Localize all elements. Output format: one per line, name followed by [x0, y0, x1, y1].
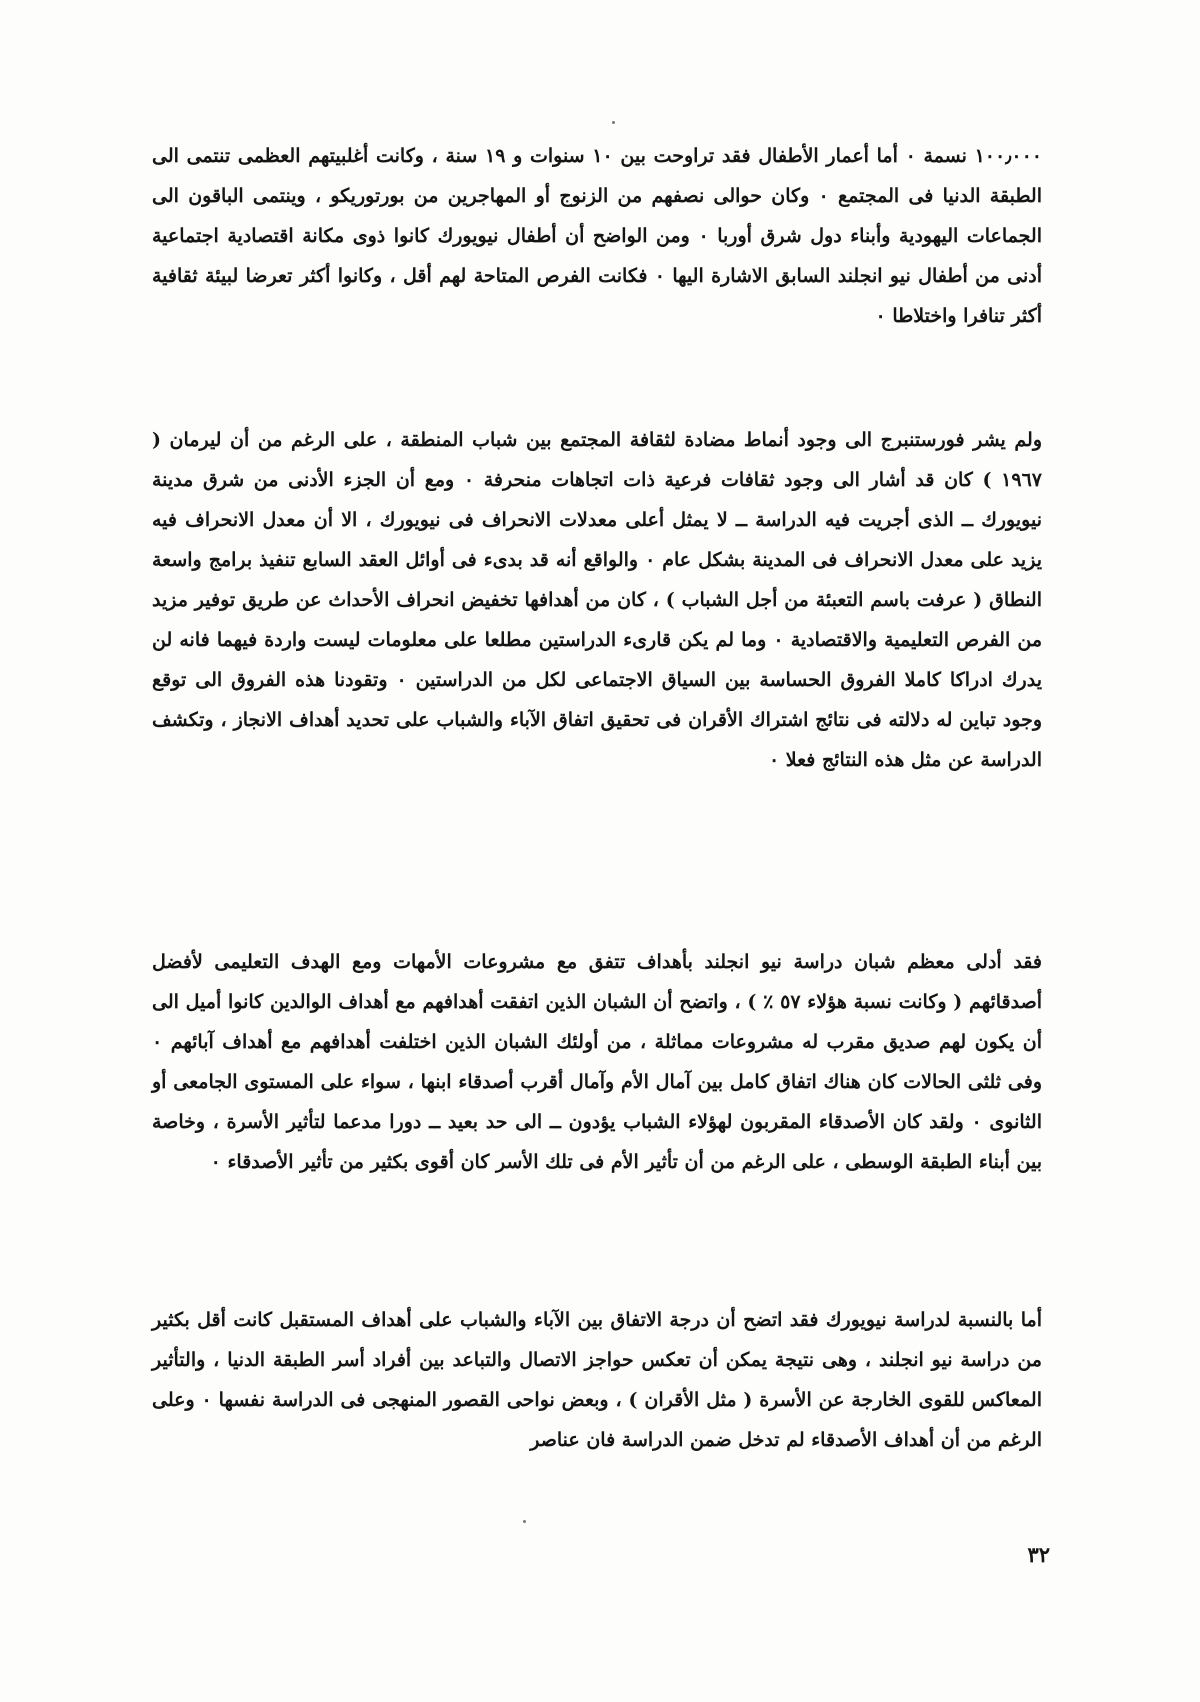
paragraph-4: أما بالنسبة لدراسة نيويورك فقد اتضح أن درجة الاتفاق بين الآباء والشباب على أهداف المستقبل كانت أقل بكثير من دراسة نيو انجلند ، وهى نتيجة يمكن أن تعكس حواجز الاتصال والتباعد بين أفراد أسر الطبقة الدنيا ، والتأثير المعاكس للقوى الخارجة عن الأسرة ( مثل الأقران ) ، وبعض نواحى القصور المنهجى فى الدراسة نفسها ٠ وعلى الرغم من أن أهداف الأصدقاء لم تدخل ضمن الدراسة فان عناصر	[152, 1309, 1042, 1451]
scan-speck	[612, 121, 615, 124]
paragraph-2: ولم يشر فورستنبرج الى وجود أنماط مضادة لثقافة المجتمع بين شباب المنطقة ، على الرغم من أن ليرمان ( ١٩٦٧ ) كان قد أشار الى وجود ثقافات فرعية ذات اتجاهات منحرفة ٠ ومع أن الجزء الأدنى من شرق مدينة نيويورك ــ الذى أجريت فيه الدراسة ــ لا يمثل أعلى معدلات الانحراف فى نيويورك ، الا أن معدل الانحراف فيه يزيد على معدل الانحراف فى المدينة بشكل عام ٠ والواقع أنه قد بدىء فى أوائل العقد السابع تنفيذ برامج واسعة النطاق ( عرفت باسم التعبئة من أجل الشباب ) ، كان من أهدافها تخفيض انحراف الأحداث عن طريق توفير مزيد من الفرص التعليمية والاقتصادية ٠ وما لم يكن قارىء الدراستين مطلعا على معلومات ليست واردة فيهما فانه لن يدرك ادراكا كاملا الفروق الحساسة بين السياق الاجتماعى لكل من الدراستين ٠ وتقودنا هذه الفروق الى توقع وجود تباين له دلالته فى نتائج اشتراك الأقران فى تحقيق اتفاق الآباء والشباب على تحديد أهداف الانجاز ، وتكشف الدراسة عن مثل هذه النتائج فعلا ٠	[152, 429, 1042, 771]
paragraph-3: فقد أدلى معظم شبان دراسة نيو انجلند بأهداف تتفق مع مشروعات الأمهات ومع الهدف التعليمى لأفضل أصدقائهم ( وكانت نسبة هؤلاء ٥٧ ٪ ) ، واتضح أن الشبان الذين اتفقت أهدافهم مع أهداف الوالدين كانوا أميل الى أن يكون لهم صديق مقرب له مشروعات مماثلة ، من أولئك الشبان الذين اختلفت أهدافهم مع أهداف آبائهم ٠ وفى ثلثى الحالات كان هناك اتفاق كامل بين آمال الأم وآمال أقرب أصدقاء ابنها ، سواء على المستوى الجامعى أو الثانوى ٠ ولقد كان الأصدقاء المقربون لهؤلاء الشباب يؤدون ــ الى حد بعيد ــ دورا مدعما لتأثير الأسرة ، وخاصة بين أبناء الطبقة الوسطى ، على الرغم من أن تأثير الأم فى تلك الأسر كان أقوى بكثير من تأثير الأصدقاء ٠	[152, 951, 1042, 1173]
paragraph-1: ١٠٠٫٠٠٠ نسمة ٠ أما أعمار الأطفال فقد تراوحت بين ١٠ سنوات و ١٩ سنة ، وكانت أغلبيتهم العظمى تنتمى الى الطبقة الدنيا فى المجتمع ٠ وكان حوالى نصفهم من الزنوج أو المهاجرين من بورتوريكو ، وينتمى الباقون الى الجماعات اليهودية وأبناء دول شرق أوربا ٠ ومن الواضح أن أطفال نيويورك كانوا ذوى مكانة اقتصادية اجتماعية أدنى من أطفال نيو انجلند السابق الاشارة اليها ٠ فكانت الفرص المتاحة لهم أقل ، وكانوا أكثر تعرضا لبيئة ثقافية أكثر تنافرا واختلاطا ٠	[152, 145, 1042, 327]
scan-speck	[523, 1520, 526, 1523]
page-number: ٣٢	[1027, 1542, 1050, 1567]
